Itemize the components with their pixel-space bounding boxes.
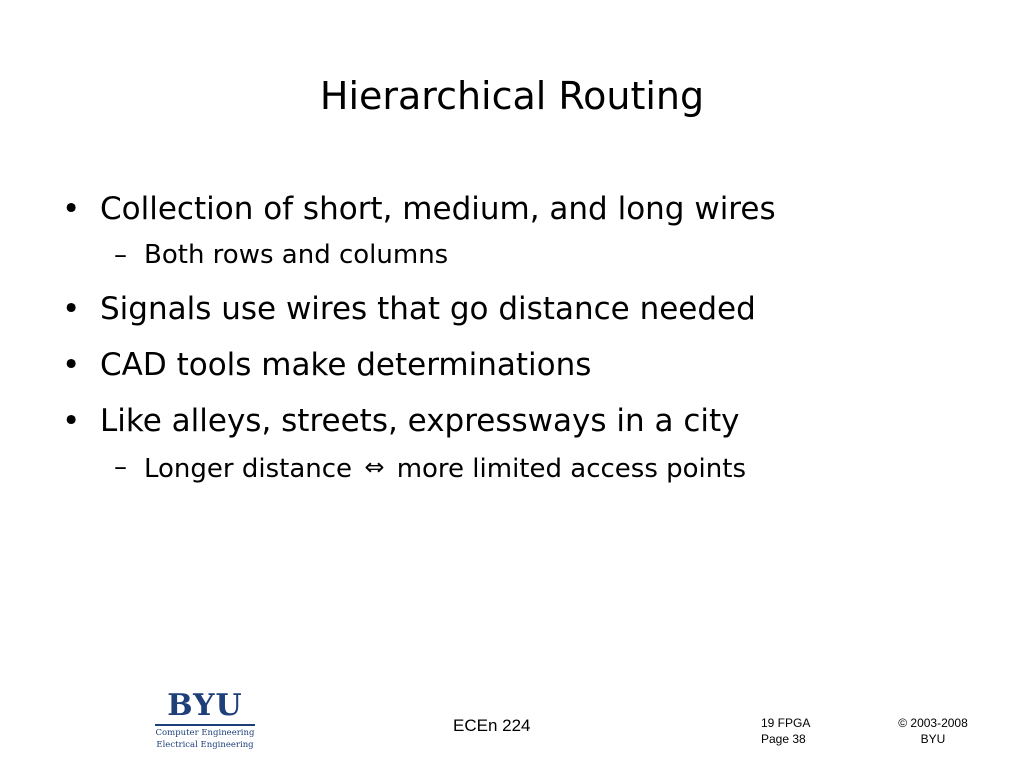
bullet-item: [62, 342, 982, 388]
bullet-text: Like alleys, streets, expressways in a city: [100, 403, 740, 439]
sub-bullet-item: [62, 236, 982, 274]
byu-logo: [155, 688, 255, 751]
footer-page-info: [761, 715, 810, 747]
logo-line-electrical-engineering: Electrical Engineering: [156, 740, 254, 750]
bullet-item: [62, 186, 982, 232]
footer-page-number: Page 38: [761, 732, 806, 746]
bullet-marker: •: [62, 347, 81, 383]
logo-divider: [155, 724, 255, 726]
bullet-item: [62, 398, 982, 444]
bullet-text: CAD tools make determinations: [100, 347, 592, 383]
slide-title: Hierarchical Routing: [319, 74, 705, 118]
sub-bullet-text: Both rows and columns: [144, 240, 449, 270]
copyright-years: © 2003-2008: [898, 716, 968, 730]
bullet-marker: •: [62, 291, 81, 327]
bullet-marker: •: [62, 191, 81, 227]
footer-course: ECEn 224: [453, 716, 531, 735]
bullet-marker: •: [62, 403, 81, 439]
footer-chapter: 19 FPGA: [761, 716, 811, 730]
sub-bullet-marker: –: [114, 452, 127, 482]
sub-bullet-marker: –: [114, 240, 127, 270]
bullet-text: Collection of short, medium, and long wires: [100, 191, 776, 227]
bullet-text: Signals use wires that go distance needed: [100, 291, 756, 327]
sub-bullet-text-after: more limited access points: [396, 454, 746, 484]
sub-bullet-text-before: Longer distance: [144, 454, 353, 484]
sub-bullet-item: [62, 448, 982, 488]
double-arrow-icon: ⇔: [364, 453, 385, 481]
bullet-item: [62, 286, 982, 332]
logo-wordmark: BYU: [167, 688, 243, 723]
bullet-list: [62, 186, 982, 500]
logo-line-computer-engineering: Computer Engineering: [155, 728, 255, 738]
copyright-owner: BYU: [920, 732, 946, 746]
footer-copyright: [878, 715, 988, 747]
